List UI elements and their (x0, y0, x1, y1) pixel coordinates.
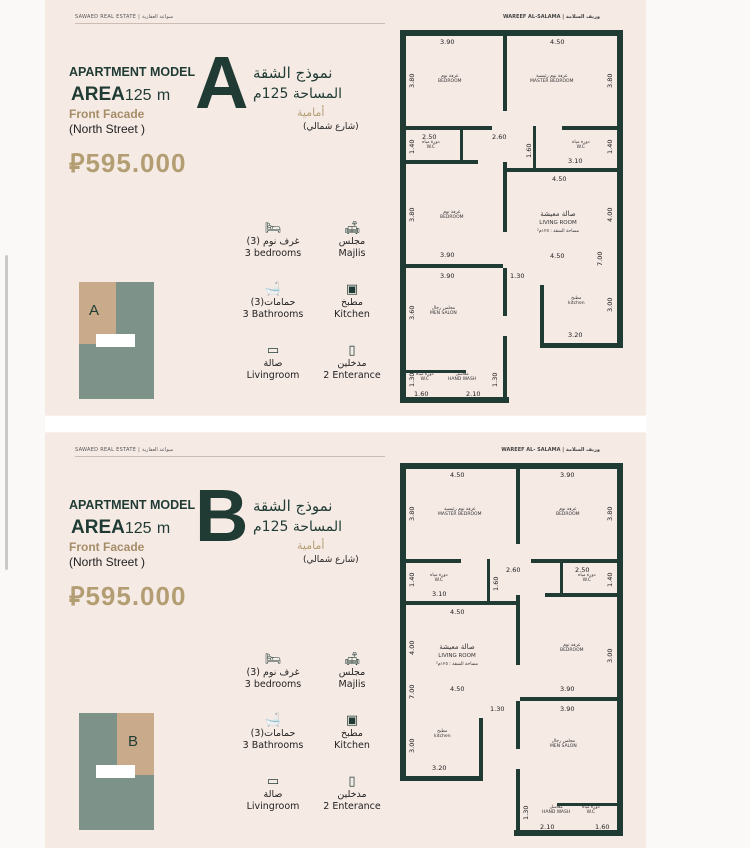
dim: 1.30 (490, 705, 505, 713)
feature-bed-en: 3 bedrooms (244, 679, 302, 690)
room-en: W.C (426, 145, 436, 150)
room-en: kitchen (434, 734, 451, 739)
stove-icon: ▣ (345, 713, 359, 728)
room-ar: دورة مياه (430, 573, 448, 578)
scrollbar[interactable] (5, 255, 8, 570)
apartment-model-b-panel (45, 433, 646, 848)
room-en: LIVING ROOM (539, 220, 577, 226)
feature-living-en: Livingroom (246, 370, 300, 381)
room-en: kitchen (568, 301, 585, 306)
brand-rule (75, 23, 385, 24)
room-ar: دورة مياه (422, 140, 440, 145)
front-ar: أمامية (297, 106, 325, 119)
brand-left: SAWAED REAL ESTATE | سواعد العقارية (75, 14, 174, 20)
feature-majlis-en: Majlis (338, 679, 366, 690)
riyal-icon: ⃁ (69, 148, 86, 178)
room-en: W.C (586, 810, 596, 815)
model-title-ar: نموذج الشقة (253, 64, 333, 82)
dim: 3.80 (408, 506, 416, 521)
dim: 3.00 (606, 297, 614, 312)
dim: 3.90 (560, 471, 575, 479)
room-ar: غرفة نوم (559, 507, 577, 512)
model-letter: A (195, 41, 249, 124)
dim: 7.00 (596, 251, 604, 266)
dim: 2.10 (540, 823, 555, 831)
floor-plan-b (400, 463, 623, 836)
area-label: AREA (71, 517, 125, 538)
feature-kitchen (312, 283, 392, 321)
model-title-ar: نموذج الشقة (253, 497, 333, 515)
room-ar: مغاسل (455, 372, 469, 377)
area-note: مساحة الشقة : ١٢٥م² (436, 662, 478, 667)
room-ar: مغاسل (549, 805, 563, 810)
dim: 1.60 (595, 823, 610, 831)
room-en: BEDROOM (440, 215, 464, 220)
feature-majlis (312, 222, 392, 260)
room-ar: مجلس رجال (431, 306, 456, 311)
door-icon: ▯ (348, 343, 356, 358)
dim: 3.90 (440, 251, 455, 259)
room-wc-2 (572, 140, 590, 150)
dim: 2.50 (575, 566, 590, 574)
room-en: BEDROOM (556, 512, 580, 517)
room-ar: غرفة نوم رئيسية (536, 74, 568, 79)
room-wc-1 (422, 140, 440, 150)
dim: 3.00 (606, 648, 614, 663)
tv-icon: ▭ (266, 774, 280, 789)
north-street-label: (North Street ) (69, 555, 146, 569)
feature-ent-ar: مدخلين (337, 789, 367, 800)
feature-bed-en: 3 bedrooms (244, 248, 302, 259)
dim: 2.60 (506, 566, 521, 574)
room-en: HAND WASH (542, 810, 571, 815)
thumb-label: A (89, 302, 100, 319)
area-value: 125 (124, 520, 152, 537)
price-value: 595.000 (85, 581, 187, 611)
room-en: BEDROOM (438, 79, 462, 84)
thumb-note (96, 334, 135, 347)
room-living (436, 643, 478, 667)
feature-living-ar: صالة (263, 358, 283, 369)
dim: 3.10 (432, 590, 447, 598)
feature-entrances (312, 344, 392, 382)
brand-left: SAWAED REAL ESTATE | سواعد العقارية (75, 447, 174, 453)
feature-majlis-ar: مجلس (338, 236, 366, 247)
room-ar: مطبخ (571, 296, 582, 301)
dim: 4.50 (450, 608, 465, 616)
thumb-label: B (128, 733, 139, 750)
room-en: MASTER BEDROOM (438, 512, 482, 517)
model-letter: B (195, 474, 249, 557)
room-bedroom-1 (556, 507, 580, 517)
room-ar: دورة مياه (416, 372, 434, 377)
dim: 3.90 (560, 705, 575, 713)
feature-living-en: Livingroom (246, 801, 300, 812)
tv-icon: ▭ (266, 343, 280, 358)
room-ar: غرفة نوم (441, 74, 459, 79)
riyal-icon: ⃁ (69, 581, 86, 611)
feature-bed-ar: غرف نوم (3) (246, 667, 300, 678)
room-ar: صالة معيشة (540, 210, 576, 218)
bed-icon: 🛏 (264, 652, 282, 667)
bed-icon: 🛏 (264, 221, 282, 236)
front-facade-label: Front Facade (69, 540, 145, 554)
price (69, 147, 186, 180)
room-en: MEN SALON (550, 744, 577, 749)
floor-key-thumbnail (79, 282, 154, 399)
bathtub-icon: 🛁 (264, 713, 282, 728)
room-en: W.C (420, 377, 430, 382)
sofa-icon: 🛋 (343, 221, 361, 236)
room-bedroom-2 (560, 643, 584, 653)
dim: 3.90 (440, 272, 455, 280)
feature-ent-en: 2 Enterance (323, 801, 381, 812)
room-bedroom-2 (440, 210, 464, 220)
feature-living (233, 775, 313, 813)
dim: 1.30 (522, 805, 530, 820)
model-title: APARTMENT MODEL (69, 65, 196, 79)
brand-right: WAREEF AL-SALAMA | وريف السلامة (503, 14, 600, 20)
sofa-icon: 🛋 (343, 652, 361, 667)
room-en: W.C (582, 578, 592, 583)
room-hand-wash (448, 372, 476, 382)
room-kitchen (434, 729, 451, 739)
door-icon: ▯ (348, 774, 356, 789)
dim: 1.40 (408, 139, 416, 154)
room-en: BEDROOM (560, 648, 584, 653)
room-ar: دورة مياه (578, 573, 596, 578)
area-note: مساحة الشقة : ١٢٥م² (537, 229, 579, 234)
bathtub-icon: 🛁 (264, 282, 282, 297)
dim: 3.10 (568, 157, 583, 165)
room-en: W.C (576, 145, 586, 150)
front-facade-label: Front Facade (69, 107, 145, 121)
brand-bar (45, 447, 646, 459)
dim: 4.50 (550, 38, 565, 46)
dim: 1.40 (408, 572, 416, 587)
dim: 3.80 (606, 506, 614, 521)
feature-kitchen-ar: مطبخ (341, 297, 363, 308)
room-kitchen (568, 296, 585, 306)
dim: 3.20 (432, 764, 447, 772)
stove-icon: ▣ (345, 282, 359, 297)
feature-kitchen-en: Kitchen (334, 740, 370, 751)
feature-bedrooms (233, 222, 313, 260)
feature-ent-en: 2 Enterance (323, 370, 381, 381)
area-value: 125 (124, 87, 152, 104)
room-bedroom-1 (438, 74, 462, 84)
room-en: MEN SALON (430, 311, 457, 316)
room-men-salon (550, 739, 577, 749)
feature-kitchen (312, 714, 392, 752)
room-wc-1 (430, 573, 448, 583)
feature-bath-ar: حمامات(3) (250, 297, 296, 308)
dim: 3.80 (606, 73, 614, 88)
right-margin (646, 0, 750, 848)
room-master (530, 74, 573, 84)
area-ar: المساحة 125م (253, 86, 343, 102)
area-label: AREA (71, 84, 125, 105)
dim: 3.90 (560, 685, 575, 693)
feature-majlis-en: Majlis (338, 248, 366, 259)
dim: 2.60 (492, 133, 507, 141)
room-en: LIVING ROOM (438, 653, 476, 659)
panel-divider (45, 416, 646, 432)
room-wc-3 (582, 805, 600, 815)
dim: 4.00 (408, 640, 416, 655)
dim: 4.50 (552, 175, 567, 183)
room-en: HAND WASH (448, 377, 477, 382)
dim: 1.40 (606, 572, 614, 587)
room-ar: دورة مياه (572, 140, 590, 145)
dim: 1.30 (408, 372, 416, 387)
feature-ent-ar: مدخلين (337, 358, 367, 369)
front-ar: أمامية (297, 539, 325, 552)
feature-living-ar: صالة (263, 789, 283, 800)
feature-bed-ar: غرف نوم (3) (246, 236, 300, 247)
brand-right: WAREEF AL- SALAMA | وريف السلامة (501, 447, 600, 453)
dim: 3.80 (408, 73, 416, 88)
room-living (537, 210, 579, 234)
room-wc-2 (578, 573, 596, 583)
room-hand-wash (542, 805, 570, 815)
room-ar: غرفة نوم (443, 210, 461, 215)
feature-bedrooms (233, 653, 313, 691)
model-title: APARTMENT MODEL (69, 498, 196, 512)
room-ar: غرفة نوم رئيسية (444, 507, 476, 512)
area-unit: m (156, 520, 171, 537)
feature-entrances (312, 775, 392, 813)
feature-bath-en: 3 Bathrooms (242, 740, 304, 751)
dim: 4.50 (550, 252, 565, 260)
dim: 1.30 (491, 372, 499, 387)
feature-bath-en: 3 Bathrooms (242, 309, 304, 320)
dim: 1.40 (606, 139, 614, 154)
area-title (71, 517, 170, 539)
room-ar: مطبخ (437, 729, 448, 734)
feature-majlis-ar: مجلس (338, 667, 366, 678)
dim: 7.00 (408, 684, 416, 699)
dim: 2.10 (466, 390, 481, 398)
north-ar: (شارع شمالي) (303, 555, 359, 565)
room-en: MASTER BEDROOM (530, 79, 574, 84)
room-ar: صالة معيشة (439, 643, 475, 651)
feature-living (233, 344, 313, 382)
feature-majlis (312, 653, 392, 691)
apartment-model-a-panel (45, 0, 646, 415)
room-ar: دورة مياه (582, 805, 600, 810)
dim: 1.30 (510, 272, 525, 280)
floor-key-thumbnail (79, 713, 154, 830)
dim: 4.50 (450, 685, 465, 693)
feature-kitchen-en: Kitchen (334, 309, 370, 320)
dim: 4.00 (606, 207, 614, 222)
area-title (71, 84, 170, 106)
feature-bath-ar: حمامات(3) (250, 728, 296, 739)
brand-rule (75, 456, 385, 457)
feature-bathrooms (233, 714, 313, 752)
dim: 1.60 (492, 576, 500, 591)
dim: 3.00 (408, 738, 416, 753)
dim: 3.20 (568, 331, 583, 339)
area-ar: المساحة 125م (253, 519, 343, 535)
room-men-salon (430, 306, 457, 316)
room-wc-3 (416, 372, 434, 382)
area-unit: m (156, 87, 171, 104)
dim: 4.50 (450, 471, 465, 479)
brand-bar (45, 14, 646, 26)
thumb-note (96, 765, 135, 778)
room-en: W.C (434, 578, 444, 583)
feature-bathrooms (233, 283, 313, 321)
floor-plan-a (400, 30, 623, 403)
north-street-label: (North Street ) (69, 122, 146, 136)
dim: 2.50 (422, 133, 437, 141)
dim: 3.80 (408, 207, 416, 222)
room-ar: مجلس رجال (551, 739, 576, 744)
room-master (438, 507, 481, 517)
room-ar: غرفة نوم (563, 643, 581, 648)
feature-kitchen-ar: مطبخ (341, 728, 363, 739)
north-ar: (شارع شمالي) (303, 122, 359, 132)
dim: 1.60 (414, 390, 429, 398)
price (69, 580, 186, 613)
price-value: 595.000 (85, 148, 187, 178)
dim: 1.60 (525, 143, 533, 158)
dim: 3.90 (440, 38, 455, 46)
dim: 3.60 (408, 305, 416, 320)
